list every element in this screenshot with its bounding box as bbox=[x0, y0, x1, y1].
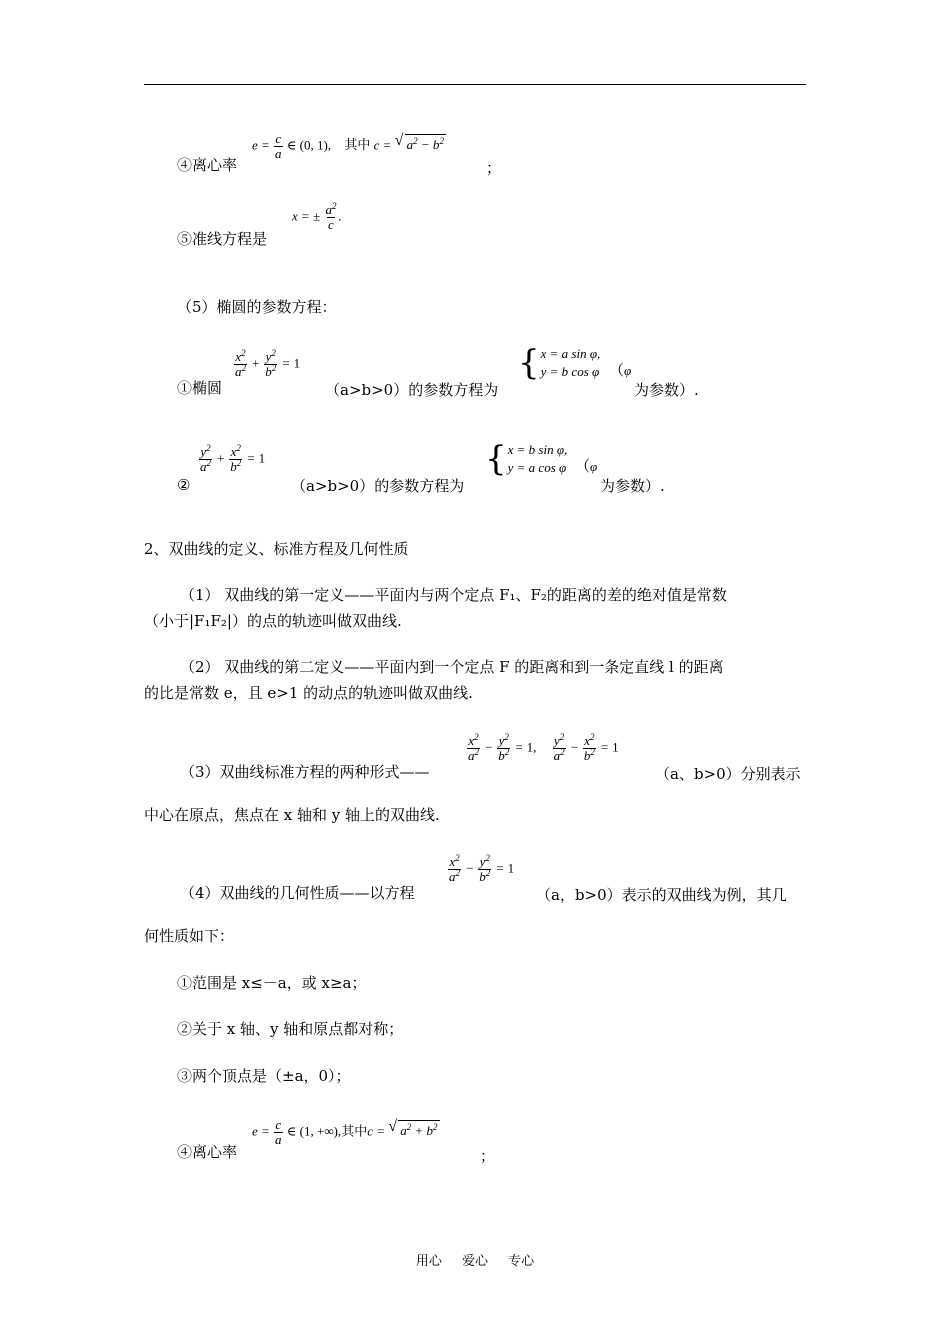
directrix-label: ⑤准线方程是 bbox=[177, 230, 268, 248]
geo-line1-tail: （a，b>0）表示的双曲线为例，其几 bbox=[536, 886, 787, 904]
param2-paren: （φ bbox=[575, 457, 598, 475]
param2-system: { x = b sin φ, y = a cos φ bbox=[485, 439, 568, 479]
item-vertices: ③两个顶点是（±a，0）； bbox=[177, 1067, 351, 1085]
footer-text: 爱心 bbox=[461, 1254, 488, 1269]
param2-ellipse-equation: $\frac{y^2}{a^2}$ + $\frac{x^2}{b^2}$ = 1 bbox=[200, 443, 266, 474]
param2-condition: （a>b>0）的参数方程为 bbox=[291, 477, 465, 495]
param1-paren: （φ bbox=[609, 361, 632, 379]
param1-ellipse-equation: $\frac{x^2}{a^2}$ + $\frac{y^2}{b^2}$ = 1 bbox=[235, 348, 301, 379]
footer-text: 专心 bbox=[508, 1254, 535, 1269]
def1-line2: （小于|F₁F₂|）的点的轨迹叫做双曲线. bbox=[144, 612, 402, 630]
item-range: ①范围是 x≤－a，或 x≥a； bbox=[177, 974, 367, 992]
param-heading: （5）椭圆的参数方程： bbox=[177, 298, 337, 316]
hyperbola-eccentricity-label: ④离心率 bbox=[177, 1143, 238, 1161]
page-footer bbox=[0, 1250, 950, 1269]
std-line1-tail: （a、b>0）分别表示 bbox=[655, 765, 801, 783]
footer-text: 用心 bbox=[415, 1254, 442, 1269]
def2-line2: 的比是常数 e，且 e>1 的动点的轨迹叫做双曲线. bbox=[144, 684, 473, 702]
def2-line1: （2） 双曲线的第二定义——平面内到一个定点 F 的距离和到一条定直线 l 的距离 bbox=[180, 658, 724, 676]
hyperbola-eccentricity-formula: e = $\frac{c}{a}$ ∈ (1, +∞),其中c = √ $a^2 + b^2$ bbox=[252, 1117, 438, 1147]
eccentricity-mid-text: 其中 bbox=[344, 138, 371, 154]
std-hyperbola-equations: $\frac{x^2}{a^2}$ − $\frac{y^2}{b^2}$ = 1, $\frac{y^2}{a^2}$ − $\frac{x^2}{b^2}$ = 1 bbox=[468, 732, 619, 763]
header-rule bbox=[144, 84, 806, 85]
semicolon: ； bbox=[480, 1147, 496, 1165]
directrix-formula: x = ± $\frac{a^2}{c}$ . bbox=[292, 201, 342, 232]
param1-condition: （a>b>0）的参数方程为 bbox=[325, 381, 499, 399]
std-line1-lead: （3）双曲线标准方程的两种形式—— bbox=[180, 763, 430, 781]
param1-system: { x = a sin φ, y = b cos φ bbox=[518, 343, 601, 383]
item-symmetry: ②关于 x 轴、y 轴和原点都对称； bbox=[177, 1020, 404, 1038]
geo-line1-lead: （4）双曲线的几何性质——以方程 bbox=[180, 884, 415, 902]
def1-line1: （1） 双曲线的第一定义——平面内与两个定点 F₁、F₂的距离的差的绝对值是常数 bbox=[180, 586, 727, 604]
geo-hyperbola-equation: $\frac{x^2}{a^2}$ − $\frac{y^2}{b^2}$ = 1 bbox=[449, 853, 515, 884]
std-line2: 中心在原点，焦点在 x 轴和 y 轴上的双曲线. bbox=[144, 806, 440, 824]
param2-tail: 为参数）. bbox=[600, 477, 665, 495]
param2-lead: ② bbox=[177, 476, 191, 494]
hyperbola-heading: 2、双曲线的定义、标准方程及几何性质 bbox=[144, 540, 409, 558]
semicolon: ； bbox=[486, 159, 502, 177]
param1-tail: 为参数）. bbox=[634, 381, 699, 399]
param1-lead: ①椭圆 bbox=[177, 379, 223, 397]
geo-line2: 何性质如下： bbox=[144, 927, 235, 945]
ellipse-eccentricity-formula: e = $\frac{c}{a}$ ∈ (0, 1), 其中 c = √ $a^2 - b^2$ bbox=[252, 131, 444, 161]
ellipse-eccentricity-label: ④离心率 bbox=[177, 156, 238, 174]
